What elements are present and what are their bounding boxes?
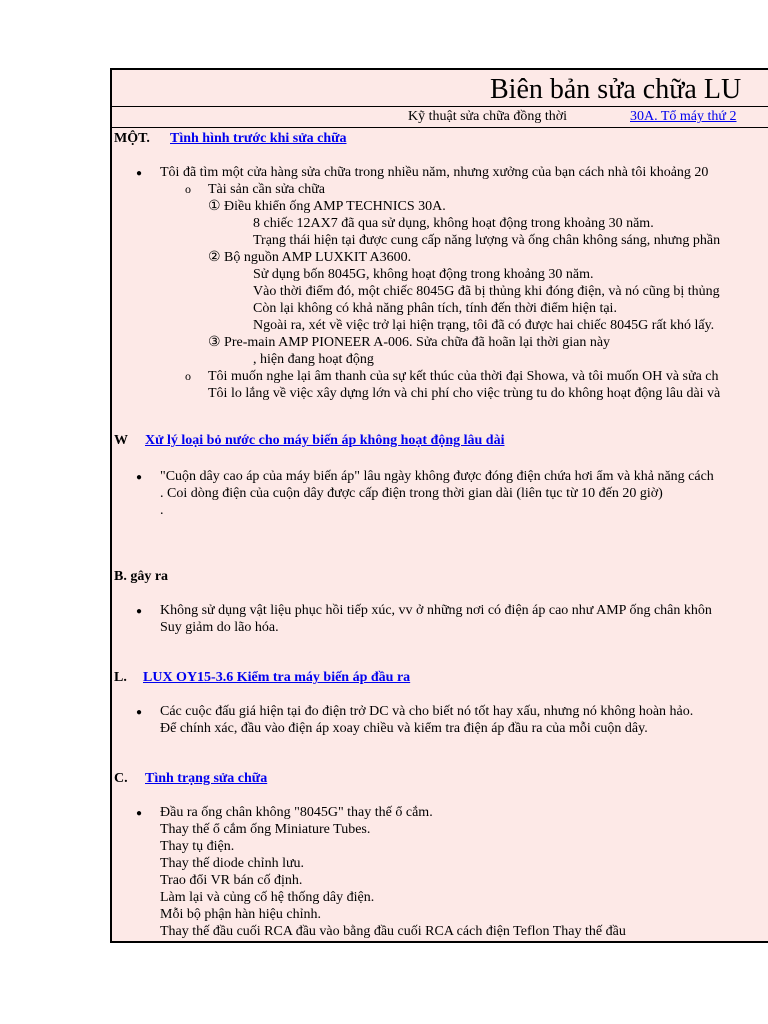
wish-line1: Tôi muốn nghe lại âm thanh của sự kết thúc của thời đại Showa, và tôi muốn OH và sửa ch (208, 369, 719, 384)
section4-title-link[interactable]: LUX OY15-3.6 Kiểm tra máy biến áp đầu ra (143, 670, 411, 685)
repair-line: Mỗi bộ phận hàn hiệu chỉnh. (160, 907, 321, 922)
subtitle-link[interactable]: 30A. Tổ máy thứ 2 (630, 109, 737, 124)
section4-line1: Các cuộc đấu giá hiện tại đo điện trở DC và cho biết nó tốt hay xấu, nhưng nó không hoàn hảo. (160, 704, 694, 719)
section2-line2: . Coi dòng điện của cuộn dây được cấp điện trong thời gian dài (liên tục từ 10 đến 20 giờ) (160, 486, 663, 501)
section2-title-link[interactable]: Xử lý loại bỏ nước cho máy biến áp không hoạt động lâu dài (145, 433, 505, 448)
item1-line2: Trạng thái hiện tại được cung cấp năng lượng và ống chân không sáng, nhưng phần (253, 233, 721, 248)
section3-line1: Không sử dụng vật liệu phục hồi tiếp xúc, vv ở những nơi có điện áp cao như AMP ống chân khôn (160, 603, 712, 618)
section5-label: C. (114, 771, 128, 786)
repair-line: Làm lại và củng cố hệ thống dây điện. (160, 890, 375, 905)
bullet-icon: ● (136, 606, 143, 617)
item2-line1: Sử dụng bốn 8045G, không hoạt động trong khoảng 30 năm. (253, 267, 594, 282)
repair-line: Thay tụ điện. (160, 839, 235, 854)
section1-intro: Tôi đã tìm một cửa hàng sửa chữa trong nhiều năm, nhưng xưởng của bạn cách nhà tôi khoảng 20 (160, 165, 709, 180)
bullet-icon: ● (136, 707, 143, 718)
section4-line2: Để chính xác, đầu vào điện áp xoay chiều và kiểm tra điện áp đầu ra của mỗi cuộn dây. (160, 721, 648, 736)
item2-line2: Vào thời điểm đó, một chiếc 8045G đã bị thủng khi đóng điện, và nó cũng bị thủng (253, 284, 720, 299)
bullet-icon: ● (136, 808, 143, 819)
section2-line1: "Cuộn dây cao áp của máy biến áp" lâu ngày không được đóng điện chứa hơi ẩm và khả năng cách (160, 469, 714, 484)
section1-label: MỘT. (114, 131, 150, 146)
wish-line2: Tôi lo lắng về việc xây dựng lớn và chi phí cho việc trùng tu do không hoạt động lâu dài và (208, 386, 721, 401)
repair-line: Thay thế đầu cuối RCA đầu vào bằng đầu cuối RCA cách điện Teflon Thay thế đầu (160, 924, 626, 939)
bullet-icon: ● (136, 472, 143, 483)
repair-line: Đầu ra ống chân không "8045G" thay thế ổ cắm. (160, 805, 433, 820)
section4-label: L. (114, 670, 127, 685)
section2-line3: . (160, 503, 164, 518)
bullet-icon: ● (136, 168, 143, 179)
item3-line1: , hiện đang hoạt động (253, 352, 374, 367)
subtitle-row (112, 107, 768, 128)
item2-line3: Còn lại không có khả năng phân tích, tính đến thời điểm hiện tại. (253, 301, 617, 316)
section3-line2: Suy giảm do lão hóa. (160, 620, 279, 635)
item1-line1: 8 chiếc 12AX7 đã qua sử dụng, không hoạt động trong khoảng 30 năm. (253, 216, 654, 231)
repair-line: Thay thế diode chỉnh lưu. (160, 856, 305, 871)
item2-title: ② Bộ nguồn AMP LUXKIT A3600. (208, 250, 412, 265)
item1-title: ① Điều khiển ống AMP TECHNICS 30A. (208, 199, 446, 214)
item2-line4: Ngoài ra, xét về việc trở lại hiện trạng, tôi đã có được hai chiếc 8045G rất khó lấy. (253, 318, 715, 333)
assets-label: Tài sản cần sửa chữa (208, 182, 326, 197)
document-page (110, 68, 768, 943)
subtitle-text: Kỹ thuật sửa chữa đồng thời (408, 109, 568, 124)
title-row (112, 70, 768, 107)
circle-bullet-icon: o (185, 369, 191, 383)
item3-title: ③ Pre-main AMP PIONEER A-006. Sửa chữa đã hoãn lại thời gian này (208, 335, 611, 350)
repair-line: Thay thế ổ cắm ống Miniature Tubes. (160, 822, 371, 837)
section1-title-link[interactable]: Tình hình trước khi sửa chữa (170, 131, 347, 146)
section2-label: W (114, 433, 128, 448)
repair-line: Trao đổi VR bán cố định. (160, 873, 303, 888)
section5-title-link[interactable]: Tình trạng sửa chữa (145, 771, 268, 786)
circle-bullet-icon: o (185, 182, 191, 196)
document-title: Biên bản sửa chữa LU (490, 74, 742, 105)
section3-label: B. gây ra (114, 569, 169, 584)
